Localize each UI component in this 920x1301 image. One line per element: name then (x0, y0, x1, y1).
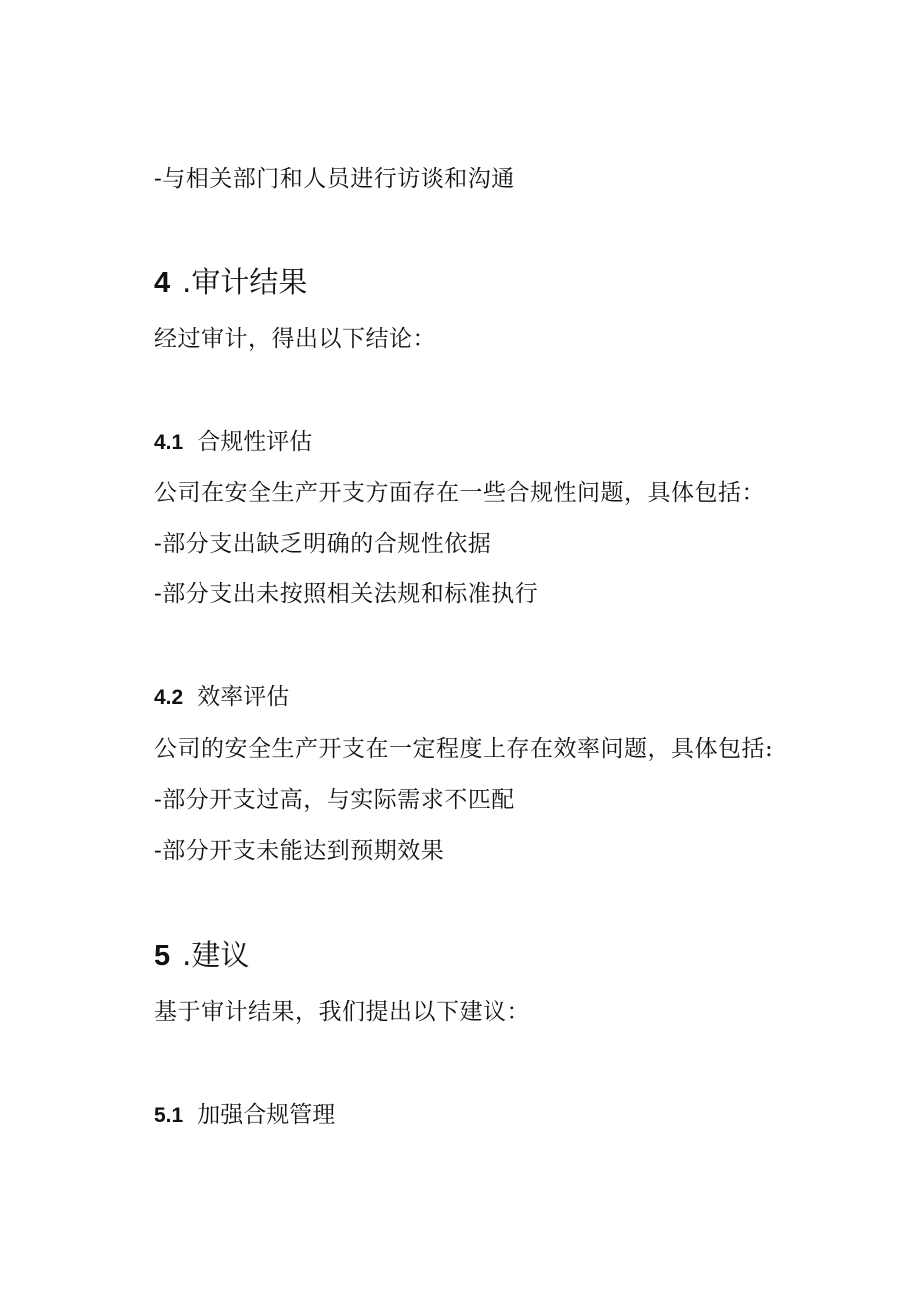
section-4-number: 4 (154, 267, 171, 299)
subsection-4-2-heading (154, 686, 289, 709)
subsection-5-1-number: 5.1 (154, 1104, 184, 1127)
subsection-4-1-title: 合规性评估 (197, 429, 313, 455)
subsection-5-1-heading (154, 1104, 335, 1127)
method-item-interview: -与相关部门和人员进行访谈和沟通 (154, 166, 515, 192)
section-5-number: 5 (154, 940, 171, 972)
subsection-4-1-text: 公司在安全生产开支方面存在一些合规性问题，具体包括： (154, 480, 765, 506)
subsection-4-2-title: 效率评估 (197, 684, 290, 710)
section-5-heading (154, 938, 250, 972)
section-4-title: .审计结果 (182, 265, 308, 299)
subsection-4-2-number: 4.2 (154, 686, 184, 709)
section-4-heading (154, 265, 308, 299)
subsection-4-1-item: -部分支出缺乏明确的合规性依据 (154, 531, 492, 557)
subsection-4-2-item: -部分开支过高，与实际需求不匹配 (154, 787, 515, 813)
section-5-title: .建议 (182, 938, 250, 972)
subsection-4-1-item: -部分支出未按照相关法规和标准执行 (154, 581, 539, 607)
subsection-4-2-text: 公司的安全生产开支在一定程度上存在效率问题，具体包括: (154, 736, 774, 762)
section-4-intro: 经过审计，得出以下结论： (154, 326, 436, 352)
subsection-4-2-item: -部分开支未能达到预期效果 (154, 838, 445, 864)
subsection-5-1-title: 加强合规管理 (197, 1102, 336, 1128)
section-5-intro: 基于审计结果，我们提出以下建议： (154, 999, 530, 1025)
subsection-4-1-number: 4.1 (154, 431, 184, 454)
subsection-4-1-heading (154, 431, 312, 454)
